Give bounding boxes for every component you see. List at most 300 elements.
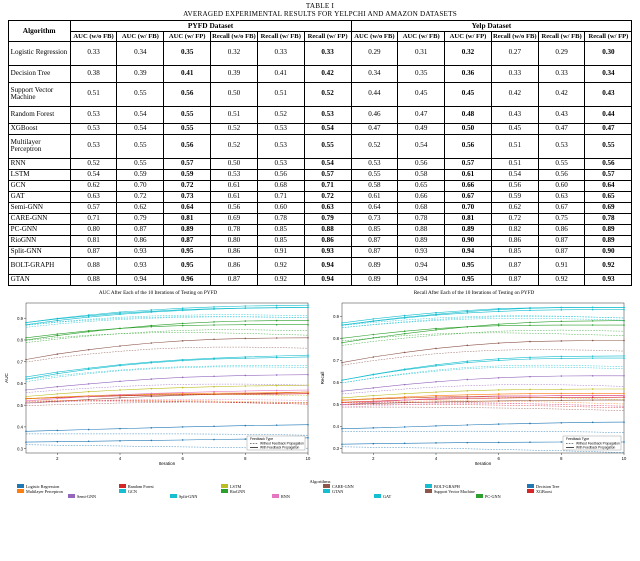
series-point — [151, 378, 153, 380]
header-metric-3: Recall (w/o FB) — [212, 32, 256, 40]
legend-item-label: GAT — [383, 493, 392, 499]
row-algorithm-name: XGBoost — [8, 123, 70, 134]
series-point — [404, 426, 406, 428]
header-metric-2: AUC (w/ FP) — [164, 31, 211, 41]
cell-value: 0.62 — [117, 202, 164, 213]
caption-line-2: AVERAGED EXPERIMENTAL RESULTS FOR YELPCHI AND AMAZON DATASETS — [183, 10, 457, 19]
series-point — [276, 305, 278, 307]
series-point — [307, 384, 309, 386]
series-point — [119, 311, 121, 313]
cell-value: 0.53 — [257, 123, 304, 134]
x-tick-label: 8 — [560, 455, 563, 461]
y-tick-label: 0.4 — [17, 424, 23, 430]
series-point — [435, 312, 437, 314]
cell-value: 0.87 — [538, 246, 585, 257]
series-point — [307, 391, 309, 393]
series-point — [592, 340, 594, 342]
cell-value: 0.73 — [351, 213, 398, 224]
table-caption — [0, 2, 640, 19]
series-point — [498, 358, 500, 360]
series-point — [623, 324, 625, 326]
cell-value: 0.86 — [304, 235, 351, 246]
table-row — [8, 180, 632, 191]
series-point — [57, 373, 59, 375]
cell-value: 0.78 — [257, 213, 304, 224]
row-algorithm-name: Decision Tree — [8, 65, 70, 82]
series-point — [498, 442, 500, 444]
x-tick-label: 2 — [372, 455, 375, 461]
series-point — [57, 386, 59, 388]
cell-value: 0.45 — [491, 123, 538, 134]
series-point — [213, 439, 215, 441]
y-tick-label: 0.8 — [17, 337, 23, 343]
series-point — [623, 396, 625, 398]
cell-value: 0.51 — [70, 82, 117, 106]
legend-color-swatch — [272, 494, 279, 498]
x-tick-label: 10 — [621, 455, 627, 461]
header-group-yelp: Yelp Dataset — [351, 20, 632, 31]
series-point — [498, 308, 500, 310]
legend-color-swatch — [68, 494, 75, 498]
cell-value: 0.56 — [538, 169, 585, 180]
chart-auc — [0, 290, 316, 477]
series-point — [592, 324, 594, 326]
cell-value: 0.47 — [398, 106, 445, 123]
row-algorithm-name: BOLT-GRAPH — [8, 257, 70, 274]
cell-value: 0.33 — [70, 41, 117, 65]
cell-value: 0.79 — [304, 213, 351, 224]
x-tick-label: 4 — [434, 455, 438, 461]
cell-value: 0.78 — [398, 213, 445, 224]
cell-value: 0.87 — [491, 257, 538, 274]
series-point — [307, 304, 309, 306]
y-tick-label: 0.5 — [17, 402, 23, 408]
legend-item-label: CARE-GNN — [332, 483, 354, 489]
series-point — [182, 307, 184, 309]
series-point — [213, 321, 215, 323]
series-point — [373, 387, 375, 389]
legend-item — [272, 494, 368, 499]
cell-value: 0.57 — [164, 158, 211, 169]
cell-value: 0.38 — [70, 65, 117, 82]
table-row — [8, 41, 632, 65]
cell-value: 0.56 — [164, 82, 211, 106]
cell-value: 0.42 — [304, 65, 351, 82]
series-point — [529, 423, 531, 425]
cell-value: 0.87 — [211, 274, 258, 285]
series-point — [245, 390, 247, 392]
series-point — [213, 391, 215, 393]
series-point — [245, 392, 247, 394]
series-point — [467, 390, 469, 392]
series-point — [592, 309, 594, 311]
series-point — [25, 376, 27, 378]
header-metric-0: AUC (w/o FB) — [70, 31, 117, 41]
series-point — [307, 354, 309, 356]
series-point — [119, 345, 121, 347]
cell-value: 0.48 — [445, 106, 492, 123]
legend-color-swatch — [170, 494, 177, 498]
series-point — [182, 377, 184, 379]
series-point — [151, 388, 153, 390]
series-point — [592, 399, 594, 401]
algorithms-legend — [0, 479, 640, 499]
series-point — [307, 393, 309, 395]
header-metric-5: Recall (w/ FP) — [304, 31, 351, 41]
cell-value: 0.65 — [585, 191, 632, 202]
legend-item-label: Split-GNN — [179, 493, 198, 499]
series-point — [307, 424, 309, 426]
series-point — [373, 401, 375, 403]
row-algorithm-name: Logistic Regression — [8, 41, 70, 65]
series-point — [467, 442, 469, 444]
cell-value: 0.56 — [164, 134, 211, 158]
series-point — [435, 381, 437, 383]
series-point — [592, 388, 594, 390]
series-point — [307, 356, 309, 358]
cell-value: 0.39 — [117, 65, 164, 82]
legend-color-swatch — [119, 484, 126, 488]
series-point — [88, 314, 90, 316]
cell-value: 0.51 — [257, 82, 304, 106]
series-point — [151, 427, 153, 429]
cell-value: 0.95 — [445, 257, 492, 274]
cell-value: 0.69 — [211, 213, 258, 224]
series-point — [25, 400, 27, 402]
cell-value: 0.88 — [304, 224, 351, 235]
cell-value: 0.52 — [304, 82, 351, 106]
series-point — [213, 324, 215, 326]
results-table — [8, 20, 633, 286]
series-point — [88, 330, 90, 332]
series-point — [182, 340, 184, 342]
series-point — [373, 318, 375, 320]
chart-recall-title: Recall After Each of the 10 Iterations of Testing on PYFD — [413, 289, 535, 296]
cell-value: 0.66 — [398, 191, 445, 202]
table-row — [8, 202, 632, 213]
cell-value: 0.47 — [538, 123, 585, 134]
cell-value: 0.89 — [445, 224, 492, 235]
cell-value: 0.64 — [164, 202, 211, 213]
series-point — [307, 307, 309, 309]
series-point — [151, 309, 153, 311]
series-point — [151, 393, 153, 395]
series-point — [561, 320, 563, 322]
series-point — [341, 342, 343, 344]
series-point — [623, 375, 625, 377]
cell-value: 0.92 — [257, 257, 304, 274]
series-point — [213, 425, 215, 427]
series-point — [498, 323, 500, 325]
table-row — [8, 235, 632, 246]
series-point — [182, 359, 184, 361]
legend-color-swatch — [527, 484, 534, 488]
x-tick-label: 6 — [497, 455, 500, 461]
series-point — [592, 320, 594, 322]
series-point — [404, 315, 406, 317]
series-point — [623, 441, 625, 443]
cell-value: 0.55 — [164, 106, 211, 123]
series-point — [529, 324, 531, 326]
header-metric-6: AUC (w/o FB) — [351, 31, 398, 41]
series-point — [529, 393, 531, 395]
series-point — [213, 392, 215, 394]
cell-value: 0.30 — [585, 41, 632, 65]
series-point — [561, 356, 563, 358]
series-point — [341, 428, 343, 430]
series-point — [245, 425, 247, 427]
series-point — [341, 390, 343, 392]
cell-value: 0.34 — [117, 41, 164, 65]
series-point — [529, 322, 531, 324]
legend-item-label: XGBoost — [536, 488, 552, 494]
series-point — [561, 324, 563, 326]
series-point — [404, 333, 406, 335]
cell-value: 0.32 — [211, 41, 258, 65]
series-point — [119, 328, 121, 330]
y-axis-label: AUC — [4, 373, 9, 383]
series-point — [341, 337, 343, 339]
y-tick-label: 0.8 — [333, 335, 339, 341]
legend-item-label: LSTM — [230, 483, 242, 489]
algorithms-legend-title: Algorithms — [309, 478, 331, 484]
series-point — [151, 342, 153, 344]
series-point — [57, 353, 59, 355]
cell-value: 0.62 — [70, 180, 117, 191]
series-point — [529, 400, 531, 402]
cell-value: 0.78 — [585, 213, 632, 224]
y-tick-label: 0.7 — [17, 359, 23, 365]
cell-value: 0.90 — [585, 246, 632, 257]
series-point — [467, 326, 469, 328]
series-point — [435, 364, 437, 366]
legend-item — [476, 494, 572, 499]
cell-value: 0.42 — [538, 82, 585, 106]
table-row — [8, 158, 632, 169]
series-point — [57, 441, 59, 443]
y-tick-label: 0.6 — [333, 379, 339, 385]
series-point — [529, 356, 531, 358]
cell-value: 0.81 — [445, 213, 492, 224]
header-metric-10: Recall (w/ FB) — [538, 31, 585, 41]
series-point — [151, 326, 153, 328]
cell-value: 0.95 — [164, 257, 211, 274]
legend-color-swatch — [221, 489, 228, 493]
cell-value: 0.54 — [398, 134, 445, 158]
cell-value: 0.71 — [304, 180, 351, 191]
series-point — [498, 397, 500, 399]
series-point — [435, 442, 437, 444]
series-point — [88, 440, 90, 442]
cell-value: 0.39 — [211, 65, 258, 82]
cell-value: 0.95 — [445, 274, 492, 285]
series-point — [88, 391, 90, 393]
cell-value: 0.55 — [164, 123, 211, 134]
series-point — [341, 404, 343, 406]
series-point — [213, 357, 215, 359]
series-point — [276, 374, 278, 376]
cell-value: 0.85 — [257, 224, 304, 235]
cell-value: 0.94 — [304, 257, 351, 274]
cell-value: 0.89 — [585, 235, 632, 246]
series-point — [592, 355, 594, 357]
series-point — [245, 385, 247, 387]
cell-value: 0.45 — [445, 82, 492, 106]
charts-row — [0, 290, 640, 477]
legend-color-swatch — [425, 489, 432, 493]
series-point — [245, 307, 247, 309]
series-point — [57, 393, 59, 395]
series-point — [307, 337, 309, 339]
cell-value: 0.57 — [585, 169, 632, 180]
series-point — [404, 384, 406, 386]
cell-value: 0.70 — [445, 202, 492, 213]
chart-recall-svg — [316, 297, 632, 477]
series-point — [435, 395, 437, 397]
header-metric-1: AUC (w/ FB) — [117, 31, 164, 41]
legend-item-label: Random Forest — [128, 483, 154, 489]
legend-color-swatch — [476, 494, 483, 498]
legend-color-swatch — [17, 489, 24, 493]
series-point — [404, 352, 406, 354]
series-point — [57, 430, 59, 432]
cell-value: 0.93 — [398, 246, 445, 257]
cell-value: 0.60 — [257, 202, 304, 213]
header-group-pyfd: PYFD Dataset — [70, 20, 351, 31]
cell-value: 0.89 — [351, 274, 398, 285]
series-point — [245, 375, 247, 377]
chart-legend-title: Feedback Type — [250, 436, 274, 441]
cell-value: 0.79 — [117, 213, 164, 224]
cell-value: 0.82 — [491, 224, 538, 235]
legend-item-label: GTAN — [332, 488, 344, 494]
cell-value: 0.90 — [445, 235, 492, 246]
series-point — [213, 386, 215, 388]
series-point — [373, 373, 375, 375]
table-row — [8, 134, 632, 158]
series-point — [276, 355, 278, 357]
caption-line-1: TABLE I — [305, 2, 335, 10]
series-point — [245, 338, 247, 340]
x-tick-label: 4 — [118, 455, 122, 461]
cell-value: 0.34 — [351, 65, 398, 82]
cell-value: 0.61 — [351, 191, 398, 202]
cell-value: 0.41 — [257, 65, 304, 82]
cell-value: 0.51 — [491, 134, 538, 158]
legend-item-label: RioGNN — [230, 488, 246, 494]
table-header-row-groups — [8, 20, 632, 31]
series-point — [404, 442, 406, 444]
cell-value: 0.56 — [398, 158, 445, 169]
cell-value: 0.75 — [538, 213, 585, 224]
series-point — [307, 324, 309, 326]
series-point — [276, 307, 278, 309]
cell-value: 0.78 — [211, 224, 258, 235]
cell-value: 0.35 — [398, 65, 445, 82]
cell-value: 0.53 — [211, 169, 258, 180]
cell-value: 0.86 — [211, 246, 258, 257]
series-point — [245, 305, 247, 307]
series-point — [529, 358, 531, 360]
cell-value: 0.63 — [70, 191, 117, 202]
series-point — [404, 330, 406, 332]
series-point — [623, 320, 625, 322]
series-point — [498, 342, 500, 344]
row-algorithm-name: Multilayer Perceptron — [8, 134, 70, 158]
series-point — [245, 320, 247, 322]
cell-value: 0.55 — [304, 134, 351, 158]
series-point — [529, 307, 531, 309]
series-point — [623, 421, 625, 423]
cell-value: 0.52 — [257, 106, 304, 123]
cell-value: 0.51 — [491, 158, 538, 169]
cell-value: 0.44 — [351, 82, 398, 106]
table-row — [8, 82, 632, 106]
cell-value: 0.87 — [351, 235, 398, 246]
cell-value: 0.57 — [445, 158, 492, 169]
table-header-row-metrics — [8, 31, 632, 41]
legend-color-swatch — [221, 484, 228, 488]
series-point — [435, 391, 437, 393]
cell-value: 0.29 — [538, 41, 585, 65]
series-point — [623, 355, 625, 357]
row-algorithm-name: CARE-GNN — [8, 213, 70, 224]
cell-value: 0.53 — [70, 123, 117, 134]
series-point — [498, 325, 500, 327]
series-point — [88, 367, 90, 369]
series-point — [119, 364, 121, 366]
series-point — [561, 375, 563, 377]
series-point — [467, 379, 469, 381]
series-point — [341, 362, 343, 364]
chart-auc-title: AUC After Each of the 10 Iterations of Testing on PYFD — [98, 289, 218, 296]
legend-color-swatch — [323, 484, 330, 488]
series-point — [341, 443, 343, 445]
chart-legend-entry-0: Without Feedback Propagation — [260, 441, 304, 446]
series-point — [151, 361, 153, 363]
series-point — [404, 316, 406, 318]
chart-legend-entry-0: Without Feedback Propagation — [576, 441, 620, 446]
series-point — [151, 440, 153, 442]
cell-value: 0.68 — [398, 202, 445, 213]
cell-value: 0.54 — [117, 123, 164, 134]
cell-value: 0.92 — [585, 257, 632, 274]
cell-value: 0.87 — [164, 235, 211, 246]
cell-value: 0.46 — [351, 106, 398, 123]
cell-value: 0.60 — [538, 180, 585, 191]
series-point — [213, 338, 215, 340]
cell-value: 0.61 — [211, 191, 258, 202]
cell-value: 0.86 — [491, 235, 538, 246]
cell-value: 0.93 — [585, 274, 632, 285]
cell-value: 0.41 — [164, 65, 211, 82]
cell-value: 0.94 — [117, 274, 164, 285]
cell-value: 0.68 — [257, 180, 304, 191]
series-point — [561, 309, 563, 311]
cell-value: 0.89 — [398, 235, 445, 246]
series-point — [307, 320, 309, 322]
y-tick-label: 0.3 — [333, 446, 339, 452]
series-point — [561, 307, 563, 309]
cell-value: 0.64 — [351, 202, 398, 213]
series-point — [182, 323, 184, 325]
row-algorithm-name: GAT — [8, 191, 70, 202]
cell-value: 0.92 — [538, 274, 585, 285]
y-tick-label: 0.9 — [17, 315, 23, 321]
series-point — [25, 389, 27, 391]
series-point — [561, 358, 563, 360]
table-row — [8, 274, 632, 285]
